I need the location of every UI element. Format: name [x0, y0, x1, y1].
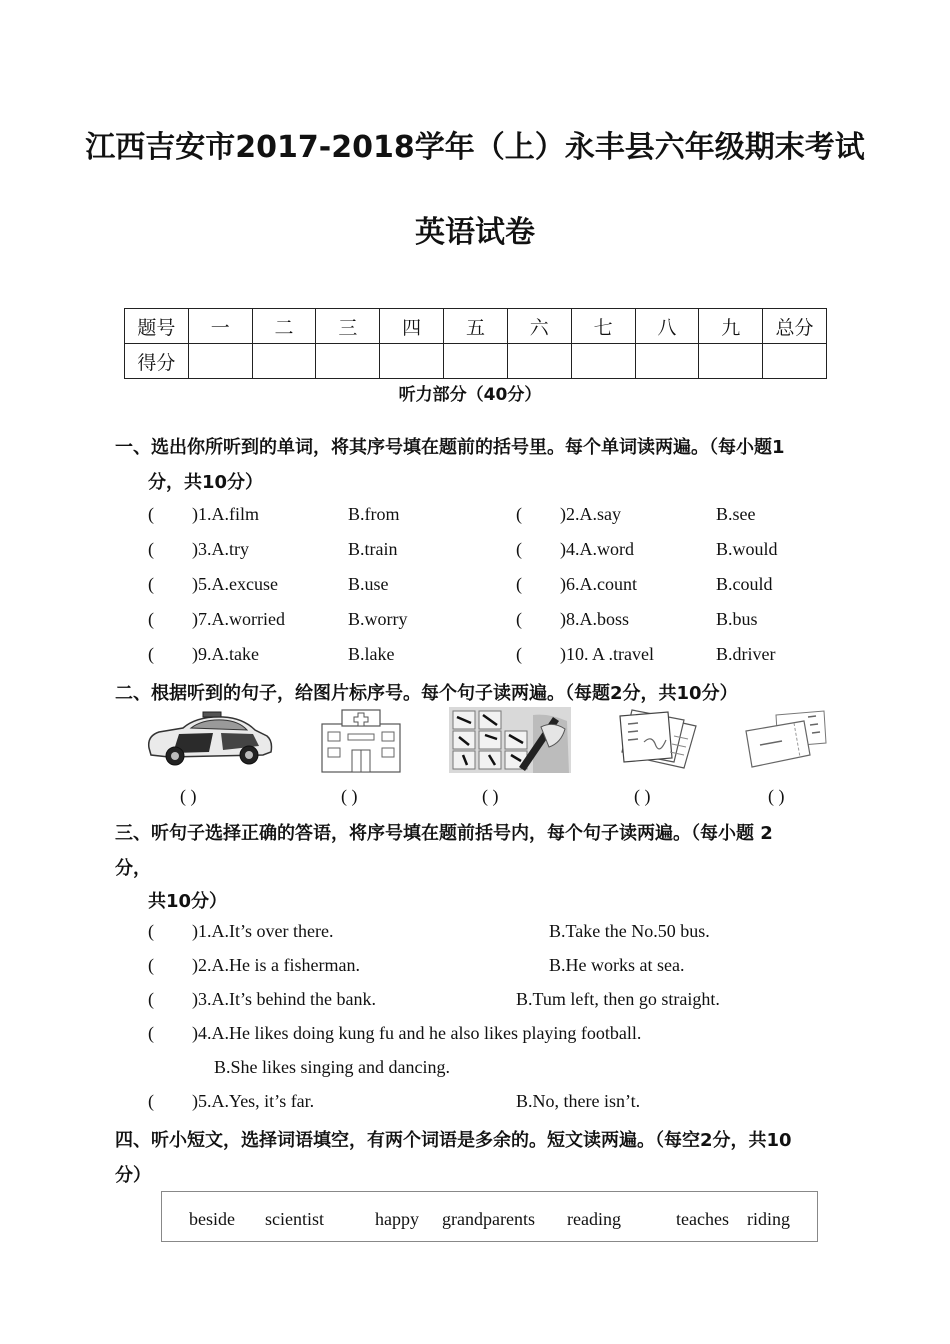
score-blank-cell — [252, 344, 316, 379]
question-option-b: B.driver — [716, 644, 776, 664]
score-blank-cell — [444, 344, 508, 379]
score-blank-cell — [188, 344, 252, 379]
score-table-cell: 七 — [571, 309, 635, 344]
answer-paren: ( — [148, 989, 154, 1009]
answer-paren: ( — [148, 921, 154, 941]
magazines-picture — [612, 706, 704, 772]
question-option-a: )3.A.try — [192, 539, 249, 559]
score-blank-cell — [380, 344, 444, 379]
score-table-cell: 八 — [635, 309, 699, 344]
question-option-b: B.Tum left, then go straight. — [516, 989, 720, 1009]
score-table-cell: 五 — [444, 309, 508, 344]
word-bank-box — [161, 1191, 818, 1242]
question-option-b: B.worry — [348, 609, 408, 629]
question-option-b: B.see — [716, 504, 756, 524]
score-blank-cell — [635, 344, 699, 379]
question-option-a: )6.A.count — [560, 574, 637, 594]
section3-heading: 三、听句子选择正确的答语，将序号填在题前括号内，每个句子读两遍。（每小题 2 — [115, 823, 773, 844]
question-option-b: B.from — [348, 504, 400, 524]
picture-answer-bracket: ( ) — [768, 786, 785, 806]
question-option-b: B.She likes singing and dancing. — [214, 1057, 450, 1077]
listening-section-header: 听力部分（40分） — [398, 385, 542, 405]
question-option-a: )2.A.say — [560, 504, 621, 524]
picture-answer-bracket: ( ) — [180, 786, 197, 806]
score-blank-cell — [571, 344, 635, 379]
police-car-picture — [143, 708, 275, 770]
score-table-cell: 六 — [507, 309, 571, 344]
question-option-b: B.could — [716, 574, 773, 594]
question-option-a: )4.A.word — [560, 539, 634, 559]
exam-title-line1: 江西吉安市2017-2018学年（上）永丰县六年级期末考试 — [85, 130, 865, 165]
hospital-picture — [318, 706, 404, 774]
score-table-cell: 三 — [316, 309, 380, 344]
score-table-score-row — [125, 344, 827, 379]
score-blank-cell — [316, 344, 380, 379]
answer-paren: ( — [516, 504, 522, 524]
exam-title-line2: 英语试卷 — [415, 215, 535, 250]
question-option-a: )9.A.take — [192, 644, 259, 664]
question-option-b: B.No, there isn’t. — [516, 1091, 641, 1111]
answer-paren: ( — [516, 574, 522, 594]
score-table-cell: 总分 — [763, 309, 827, 344]
question-option-b: B.train — [348, 539, 398, 559]
score-table-cell: 九 — [699, 309, 763, 344]
score-table-cell: 二 — [252, 309, 316, 344]
question-option-b: B.lake — [348, 644, 395, 664]
section4-heading: 四、听小短文，选择词语填空，有两个词语是多余的。短文读两遍。（每空2分，共10 — [115, 1130, 792, 1151]
score-blank-cell — [507, 344, 571, 379]
score-blank-cell — [763, 344, 827, 379]
question-option-b: B.Take the No.50 bus. — [549, 921, 710, 941]
question-option-a: )3.A.It’s behind the bank. — [192, 989, 376, 1009]
picture-answer-bracket: ( ) — [341, 786, 358, 806]
section4-heading-cont: 分） — [115, 1165, 151, 1186]
score-table — [124, 308, 827, 379]
question-option-b: B.use — [348, 574, 389, 594]
question-option-b: B.He works at sea. — [549, 955, 685, 975]
answer-paren: ( — [148, 574, 154, 594]
word-bank-item: reading — [567, 1209, 621, 1229]
question-option-a: )2.A.He is a fisherman. — [192, 955, 360, 975]
answer-paren: ( — [516, 644, 522, 664]
section2-heading: 二、根据听到的句子，给图片标序号。每个句子读两遍。（每题2分，共10分） — [115, 683, 738, 704]
score-blank-cell — [699, 344, 763, 379]
question-option-b: B.bus — [716, 609, 758, 629]
score-table-cell: 一 — [188, 309, 252, 344]
word-bank-item: happy — [375, 1209, 419, 1229]
word-bank-item: beside — [189, 1209, 235, 1229]
section3-heading-cont: 分， — [115, 858, 151, 879]
answer-paren: ( — [516, 539, 522, 559]
question-option-a: )1.A.It’s over there. — [192, 921, 334, 941]
question-option-a: )8.A.boss — [560, 609, 630, 629]
word-bank-item: scientist — [265, 1209, 324, 1229]
score-table-cell: 得分 — [125, 344, 189, 379]
question-option-a: )4.A.He likes doing kung fu and he also likes playing football. — [192, 1023, 642, 1043]
answer-paren: ( — [148, 1023, 154, 1043]
answer-paren: ( — [148, 644, 154, 664]
score-table-cell: 题号 — [125, 309, 189, 344]
word-bank-item: grandparents — [442, 1209, 535, 1229]
word-bank-item: teaches — [676, 1209, 729, 1229]
section3-heading-points: 共10分） — [148, 891, 228, 912]
picture-answer-bracket: ( ) — [634, 786, 651, 806]
picture-answer-bracket: ( ) — [482, 786, 499, 806]
question-option-a: )10. A .travel — [560, 644, 654, 664]
answer-paren: ( — [148, 539, 154, 559]
movie-tickets-picture — [742, 709, 830, 773]
calligraphy-picture — [449, 707, 571, 773]
answer-paren: ( — [148, 1091, 154, 1111]
answer-paren: ( — [148, 955, 154, 975]
answer-paren: ( — [148, 609, 154, 629]
question-option-a: )1.A.film — [192, 504, 259, 524]
question-option-b: B.would — [716, 539, 778, 559]
question-option-a: )5.A.excuse — [192, 574, 278, 594]
word-bank-item: riding — [747, 1209, 790, 1229]
score-table-header-row — [125, 309, 827, 344]
answer-paren: ( — [516, 609, 522, 629]
question-option-a: )7.A.worried — [192, 609, 285, 629]
question-option-a: )5.A.Yes, it’s far. — [192, 1091, 315, 1111]
section1-heading: 一、选出你所听到的单词，将其序号填在题前的括号里。每个单词读两遍。（每小题1 — [115, 437, 785, 458]
score-table-cell: 四 — [380, 309, 444, 344]
section1-heading-cont: 分，共10分） — [148, 472, 264, 493]
answer-paren: ( — [148, 504, 154, 524]
